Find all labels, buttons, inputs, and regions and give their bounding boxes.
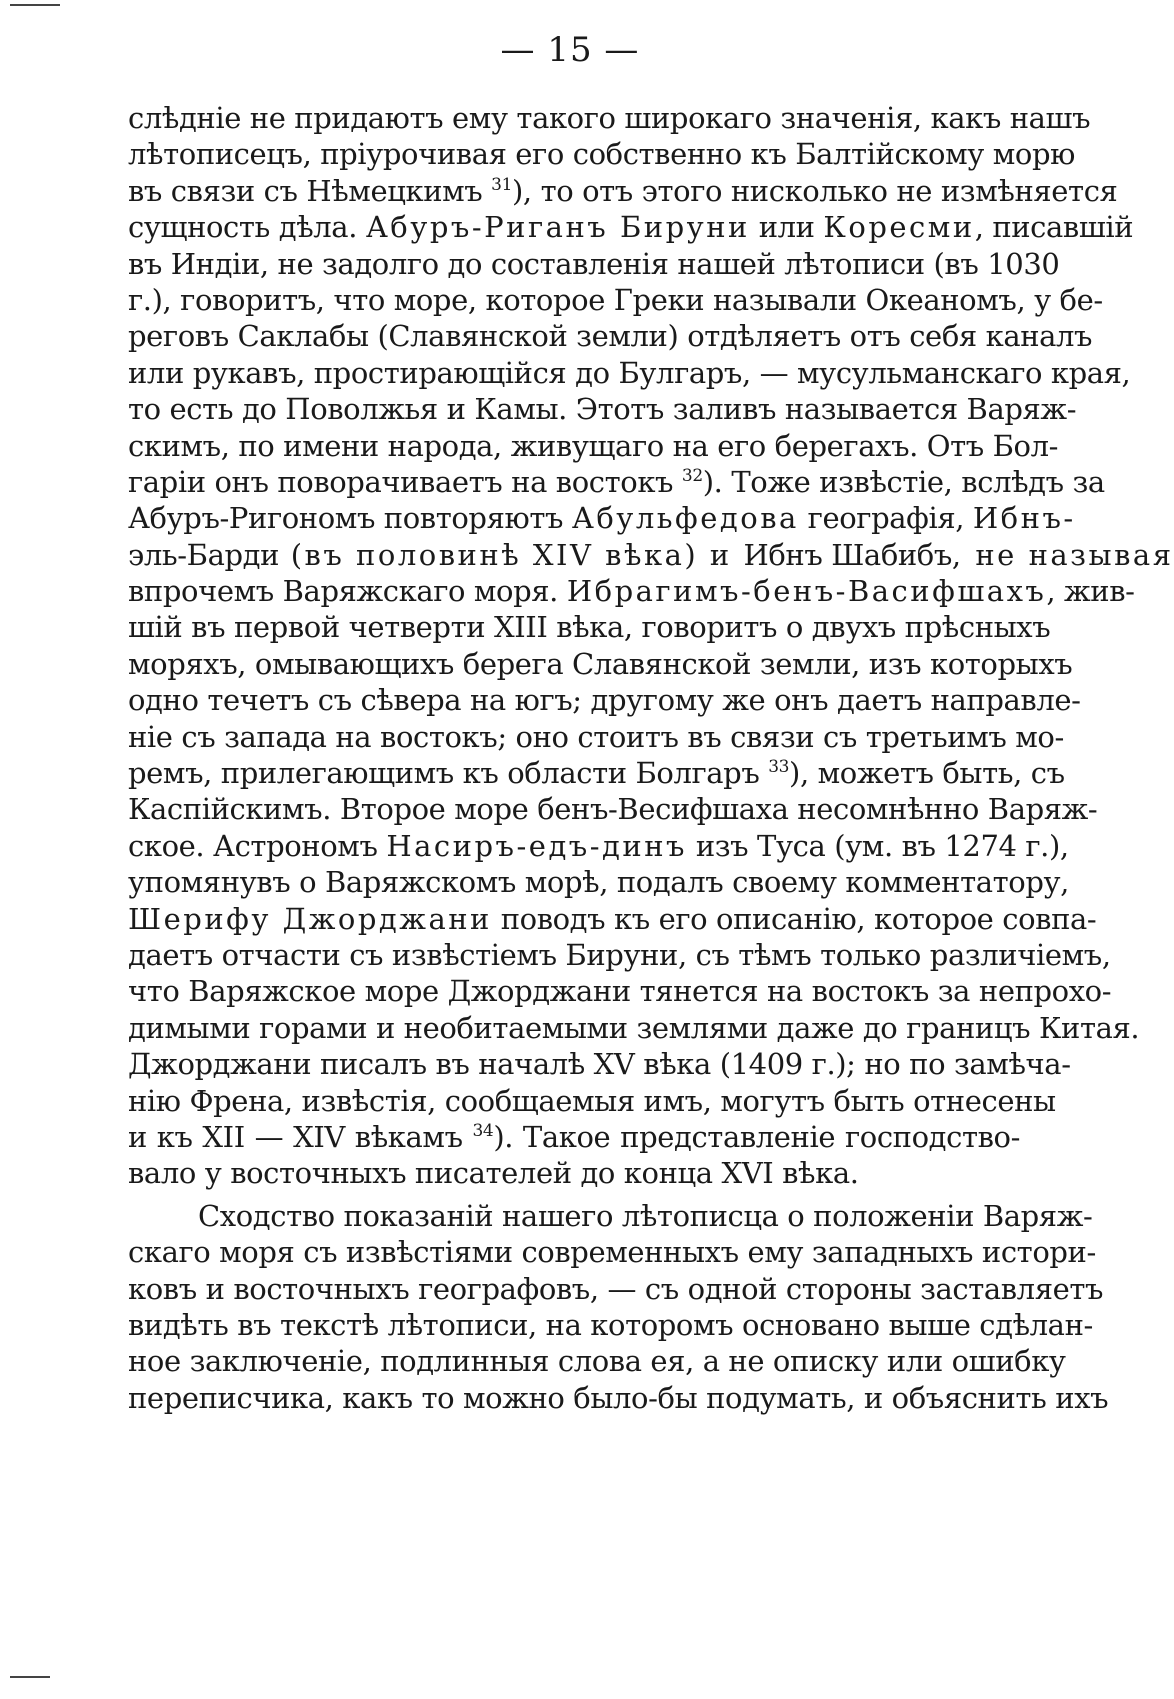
spaced-name: Коресми [823, 210, 975, 245]
spaced-name: Ибрагимъ-бенъ-Васифшахъ [566, 574, 1047, 609]
footnote-ref: 33 [768, 757, 790, 778]
text-line: лѣтописецъ, пріурочивая его собственно къ Балтійскому морю [128, 137, 1075, 172]
text-run: ское. Астрономъ [128, 828, 387, 863]
text-line: видѣть въ текстѣ лѣтописи, на которомъ основано выше сдѣлан- [128, 1307, 1093, 1342]
text-line: даетъ отчасти съ извѣстіемъ Бируни, съ тѣмъ только различіемъ, [128, 937, 1111, 972]
spaced-name: Абульфедова [571, 501, 799, 536]
footnote-ref: 34 [472, 1120, 494, 1141]
page-number: — 15 — [500, 30, 640, 70]
text-line: въ Индіи, не задолго до составленія нашей лѣтописи (въ 1030 [128, 246, 1060, 281]
text-run: , писавшій [974, 210, 1134, 245]
body-text [128, 100, 1174, 1416]
footnote-ref: 31 [491, 174, 513, 195]
text-line: ное заключеніе, подлинныя слова ея, а не описку или ошибку [128, 1344, 1066, 1379]
text-run: ремъ, прилегающимъ къ области Болгаръ [128, 756, 769, 791]
text-line: Сходство показаній нашего лѣтописца о положеніи Варяж- [198, 1198, 1093, 1233]
text-line: Каспійскимъ. Второе море бенъ-Весифшаха несомнѣнно Варяж- [128, 792, 1098, 827]
spaced-name: Шерифу Джорджани [128, 901, 492, 936]
spaced-name: Абуръ-Риганъ Бируни [365, 210, 750, 245]
scan-edge-mark [10, 4, 60, 6]
text-line: скимъ, по имени народа, живущаго на его берегахъ. Отъ Бол- [128, 428, 1059, 463]
text-run: въ связи съ Нѣмецкимъ [128, 173, 492, 208]
text-line: Джорджани писалъ въ началѣ XV вѣка (1409 г.); но по замѣча- [128, 1047, 1071, 1082]
text-run: ), можетъ быть, съ [789, 756, 1065, 791]
scan-edge-mark-bottom [10, 1676, 50, 1678]
text-line [128, 537, 1174, 573]
text-line [128, 755, 1065, 791]
text-line: вало у восточныхъ писателей до конца XVI вѣка. [128, 1156, 859, 1191]
spaced-name: Насиръ-едъ-динъ [386, 828, 688, 863]
text-line: то есть до Поволжья и Камы. Этотъ заливъ называется Варяж- [128, 392, 1077, 427]
text-line [128, 173, 1118, 209]
text-line: г.), говоритъ, что море, которое Греки называли Океаномъ, у бе- [128, 282, 1103, 317]
text-run: ), то отъ этого нисколько не измѣняется [512, 173, 1118, 208]
text-line: шій въ первой четверти XIII вѣка, говоритъ о двухъ прѣсныхъ [128, 610, 1051, 645]
footnote-ref: 32 [681, 465, 703, 486]
text-run: впрочемъ Варяжскаго моря. [128, 574, 567, 609]
text-line [128, 828, 1069, 864]
text-line: моряхъ, омывающихъ берега Славянской земли, изъ которыхъ [128, 646, 1073, 681]
text-line: ковъ и восточныхъ географовъ, — съ одной стороны заставляетъ [128, 1271, 1104, 1306]
text-line: скаго моря съ извѣстіями современныхъ ему западныхъ истори- [128, 1235, 1096, 1270]
text-line: ніе съ запада на востокъ; оно стоитъ въ связи съ третьимъ мо- [128, 719, 1064, 754]
text-line: нію Френа, извѣстія, сообщаемыя имъ, могутъ быть отнесены [128, 1083, 1056, 1118]
text-line [128, 464, 1105, 500]
text-line: реговъ Саклабы (Славянской земли) отдѣляетъ отъ себя каналъ [128, 319, 1093, 354]
spaced-name: Ибнъ- [972, 501, 1076, 536]
text-run: и къ XII — XIV вѣкамъ [128, 1119, 473, 1154]
paragraph-2 [128, 1198, 1109, 1416]
text-run: Абуръ-Ригономъ повторяютъ [128, 501, 572, 536]
paragraph-1 [128, 100, 1174, 1192]
text-line: димыми горами и необитаемыми землями даже до границъ Китая. [128, 1010, 1140, 1045]
text-line: одно течетъ съ сѣвера на югъ; другому же онъ даетъ направле- [128, 683, 1081, 718]
text-run: географія, [798, 501, 973, 536]
text-line [128, 901, 1097, 937]
text-line: слѣдніе не придаютъ ему такого широкаго значенія, какъ нашъ [128, 101, 1091, 135]
text-run: ). Такое представленіе господство- [493, 1119, 1020, 1154]
text-run: , жив- [1046, 574, 1135, 609]
text-run: сущность дѣла. [128, 210, 366, 245]
text-line: переписчика, какъ то можно было-бы подумать, и объяснить ихъ [128, 1380, 1109, 1415]
text-line: или рукавъ, простирающійся до Булгаръ, — мусульманскаго края, [128, 355, 1131, 390]
text-run: Ибнъ Шабибъ [743, 537, 952, 572]
text-run: поводъ къ его описанію, которое совпа- [491, 901, 1097, 936]
text-line [128, 573, 1135, 609]
text-run: эль-Барди [128, 537, 280, 572]
spaced-name: , не называя [951, 537, 1174, 572]
text-line: упомянувъ о Варяжскомъ морѣ, подалъ своему комментатору, [128, 865, 1069, 900]
text-line [128, 500, 1076, 536]
text-line [128, 1119, 1020, 1155]
text-run: ). Тоже извѣстіе, вслѣдъ за [702, 464, 1105, 499]
text-run: изъ Туса (ум. въ 1274 г.), [687, 828, 1069, 863]
text-run: или [749, 210, 824, 245]
text-line: что Варяжское море Джорджани тянется на востокъ за непрохо- [128, 974, 1112, 1009]
text-run: гаріи онъ поворачиваетъ на востокъ [128, 464, 682, 499]
spaced-name: (въ половинѣ XIV вѣка) и [279, 537, 744, 572]
text-line [128, 209, 1134, 245]
